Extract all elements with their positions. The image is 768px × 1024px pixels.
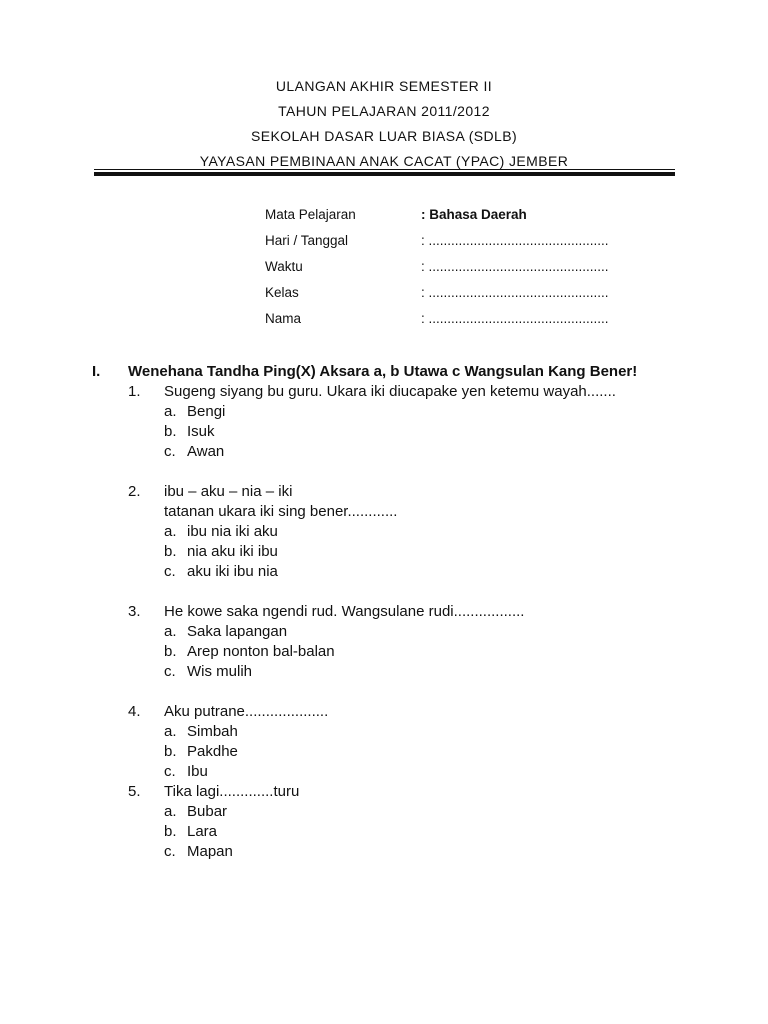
- section-instruction: Wenehana Tandha Ping(X) Aksara a, b Utawa c Wangsulan Kang Bener!: [128, 363, 638, 380]
- option-letter: b.: [164, 823, 177, 840]
- option-text: Pakdhe: [187, 743, 238, 760]
- info-row-time: [265, 257, 609, 283]
- info-label: Mata Pelajaran: [265, 207, 356, 222]
- answer-option: [164, 622, 676, 642]
- info-row-date: [265, 231, 609, 257]
- header-divider-thin: [94, 169, 675, 170]
- answer-option: [164, 642, 676, 662]
- question-number: 2.: [128, 483, 141, 500]
- school-year: TAHUN PELAJARAN 2011/2012: [278, 103, 490, 119]
- info-row-class: [265, 283, 609, 309]
- info-value-blank: : ................................................: [421, 311, 609, 326]
- option-text: Arep nonton bal-balan: [187, 643, 335, 660]
- info-value-blank: : ................................................: [421, 233, 609, 248]
- option-letter: c.: [164, 563, 176, 580]
- question-text: ibu – aku – nia – iki: [164, 483, 293, 500]
- answer-option: [164, 562, 676, 582]
- option-letter: a.: [164, 723, 177, 740]
- option-letter: a.: [164, 623, 177, 640]
- section-heading: [92, 362, 676, 382]
- option-text: Mapan: [187, 843, 233, 860]
- question-number: 4.: [128, 703, 141, 720]
- option-text: ibu nia iki aku: [187, 523, 278, 540]
- exam-title: ULANGAN AKHIR SEMESTER II: [275, 78, 493, 94]
- option-letter: b.: [164, 423, 177, 440]
- option-text: Bubar: [187, 803, 228, 820]
- info-value: : Bahasa Daerah: [421, 207, 527, 222]
- option-letter: c.: [164, 843, 176, 860]
- option-text: aku iki ibu nia: [187, 563, 278, 580]
- info-label: Nama: [265, 311, 302, 326]
- option-text: Simbah: [187, 723, 238, 740]
- info-label: Hari / Tanggal: [265, 233, 349, 248]
- answer-option: [164, 762, 676, 782]
- option-letter: a.: [164, 403, 177, 420]
- answer-option: [164, 802, 676, 822]
- option-letter: b.: [164, 543, 177, 560]
- question-text: Tika lagi.............turu: [164, 783, 300, 800]
- answer-option: [164, 822, 676, 842]
- option-text: Ibu: [187, 763, 208, 780]
- question-item: [92, 382, 676, 402]
- option-text: Lara: [187, 823, 218, 840]
- answer-option: [164, 442, 676, 462]
- option-text: Bengi: [187, 403, 226, 420]
- option-text: nia aku iki ibu: [187, 543, 278, 560]
- answer-option: [164, 542, 676, 562]
- school-name: SEKOLAH DASAR LUAR BIASA (SDLB): [250, 128, 518, 144]
- info-label: Kelas: [265, 285, 299, 300]
- answer-option: [164, 402, 676, 422]
- question-number: 1.: [128, 383, 141, 400]
- option-letter: c.: [164, 443, 176, 460]
- question-item: [92, 602, 676, 622]
- header-divider-thick: [94, 172, 675, 176]
- question-prompt: tatanan ukara iki sing bener............: [164, 503, 398, 520]
- info-row-name: [265, 309, 609, 335]
- answer-option: [164, 842, 676, 862]
- option-letter: b.: [164, 743, 177, 760]
- option-letter: b.: [164, 643, 177, 660]
- answer-option: [164, 422, 676, 442]
- exam-info-block: [265, 205, 609, 335]
- info-value-blank: : ................................................: [421, 259, 609, 274]
- option-text: Saka lapangan: [187, 623, 288, 640]
- answer-option: [164, 742, 676, 762]
- foundation-name: YAYASAN PEMBINAAN ANAK CACAT (YPAC) JEMBER: [199, 153, 569, 169]
- info-value-blank: : ................................................: [421, 285, 609, 300]
- question-section: [92, 362, 676, 862]
- question-item: [92, 482, 676, 522]
- question-text: Aku putrane....................: [164, 703, 329, 720]
- section-number: I.: [92, 363, 101, 380]
- question-item: [92, 782, 676, 802]
- question-text: Sugeng siyang bu guru. Ukara iki diucapake yen ketemu wayah.......: [164, 383, 616, 400]
- question-number: 3.: [128, 603, 141, 620]
- option-letter: c.: [164, 663, 176, 680]
- option-letter: a.: [164, 523, 177, 540]
- info-row-subject: [265, 205, 609, 231]
- option-text: Isuk: [187, 423, 215, 440]
- answer-option: [164, 522, 676, 542]
- option-text: Wis mulih: [187, 663, 253, 680]
- answer-option: [164, 662, 676, 682]
- option-letter: a.: [164, 803, 177, 820]
- question-number: 5.: [128, 783, 141, 800]
- question-item: [92, 702, 676, 722]
- document-header: [0, 76, 768, 176]
- option-text: Awan: [187, 443, 225, 460]
- option-letter: c.: [164, 763, 176, 780]
- answer-option: [164, 722, 676, 742]
- question-text: He kowe saka ngendi rud. Wangsulane rudi.................: [164, 603, 525, 620]
- info-label: Waktu: [265, 259, 303, 274]
